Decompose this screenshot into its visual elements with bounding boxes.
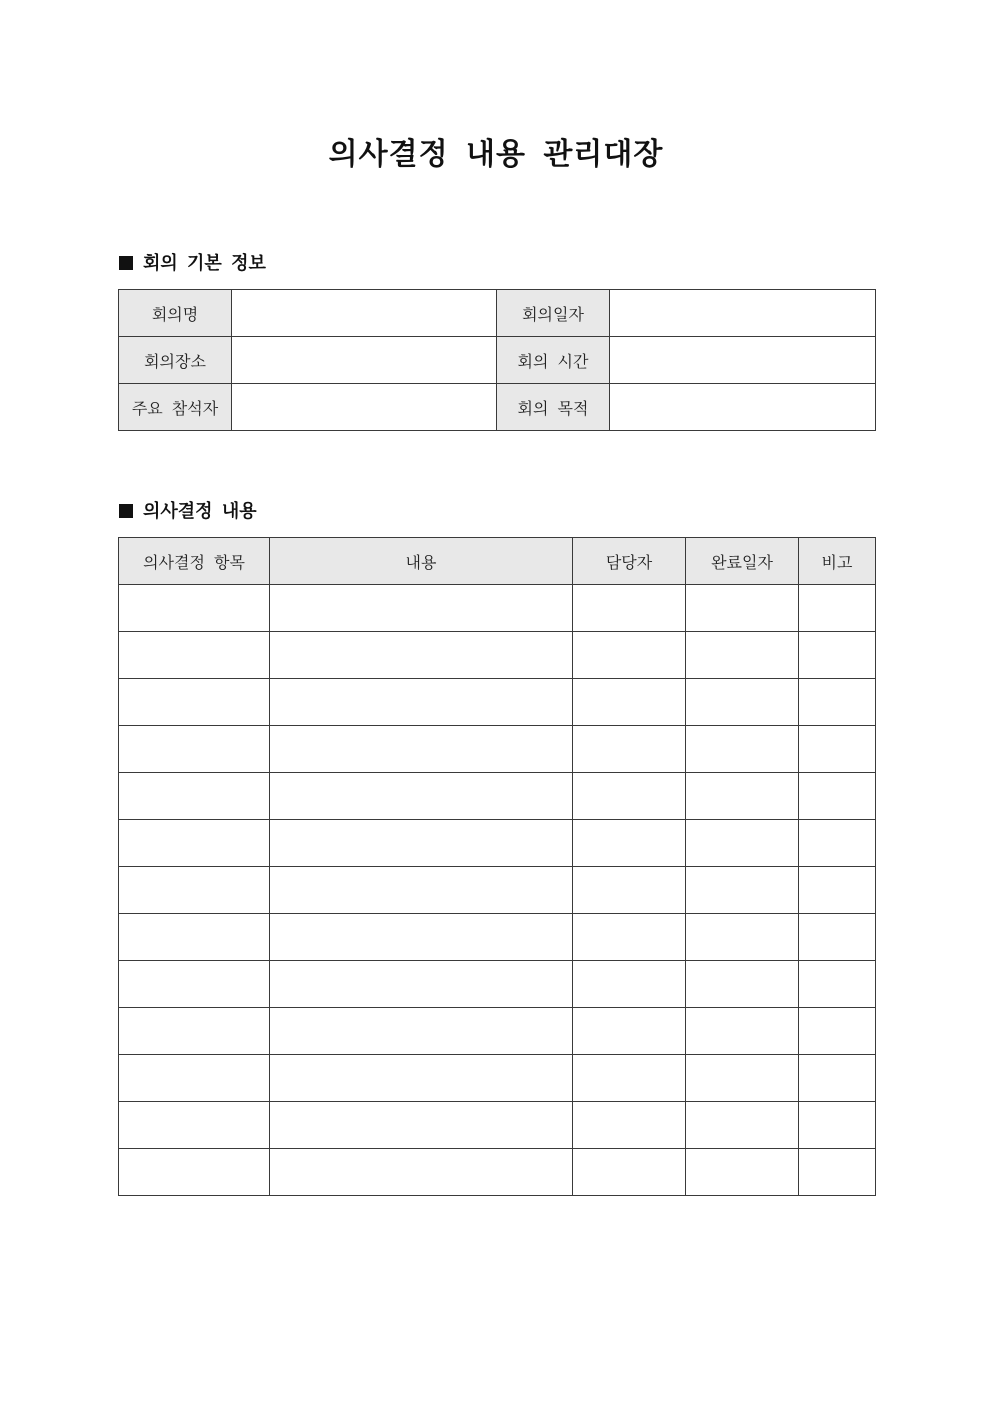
decision-item-cell[interactable] <box>119 632 270 679</box>
table-row <box>119 337 876 384</box>
remarks-cell[interactable] <box>799 820 876 867</box>
column-header-completion-date: 완료일자 <box>686 538 799 585</box>
content-cell[interactable] <box>270 585 573 632</box>
owner-cell[interactable] <box>573 914 686 961</box>
remarks-cell[interactable] <box>799 585 876 632</box>
remarks-cell[interactable] <box>799 679 876 726</box>
decision-content-heading-text: 의사결정 내용 <box>143 501 257 522</box>
meeting-info-heading-text: 회의 기본 정보 <box>143 253 266 274</box>
content-cell[interactable] <box>270 679 573 726</box>
completion-date-cell[interactable] <box>686 1008 799 1055</box>
table-row <box>119 679 876 726</box>
content-cell[interactable] <box>270 632 573 679</box>
remarks-cell[interactable] <box>799 914 876 961</box>
decision-item-cell[interactable] <box>119 1055 270 1102</box>
table-row <box>119 290 876 337</box>
table-row <box>119 1008 876 1055</box>
column-header-owner: 담당자 <box>573 538 686 585</box>
table-row <box>119 867 876 914</box>
remarks-cell[interactable] <box>799 961 876 1008</box>
owner-cell[interactable] <box>573 820 686 867</box>
meeting-date-label: 회의일자 <box>497 290 610 337</box>
remarks-cell[interactable] <box>799 632 876 679</box>
remarks-cell[interactable] <box>799 1149 876 1196</box>
meeting-place-label: 회의장소 <box>119 337 232 384</box>
remarks-cell[interactable] <box>799 773 876 820</box>
decision-item-cell[interactable] <box>119 914 270 961</box>
completion-date-cell[interactable] <box>686 585 799 632</box>
meeting-time-field[interactable] <box>610 337 876 384</box>
page-title: 의사결정 내용 관리대장 <box>328 137 664 172</box>
owner-cell[interactable] <box>573 679 686 726</box>
table-row <box>119 726 876 773</box>
square-bullet-icon <box>119 504 133 518</box>
content-cell[interactable] <box>270 867 573 914</box>
owner-cell[interactable] <box>573 1102 686 1149</box>
meeting-place-field[interactable] <box>232 337 497 384</box>
content-cell[interactable] <box>270 773 573 820</box>
completion-date-cell[interactable] <box>686 632 799 679</box>
column-header-remarks: 비고 <box>799 538 876 585</box>
remarks-cell[interactable] <box>799 867 876 914</box>
completion-date-cell[interactable] <box>686 961 799 1008</box>
column-header-content: 내용 <box>270 538 573 585</box>
column-header-decision-item: 의사결정 항목 <box>119 538 270 585</box>
meeting-name-field[interactable] <box>232 290 497 337</box>
completion-date-cell[interactable] <box>686 1149 799 1196</box>
content-cell[interactable] <box>270 1055 573 1102</box>
completion-date-cell[interactable] <box>686 679 799 726</box>
decision-item-cell[interactable] <box>119 961 270 1008</box>
owner-cell[interactable] <box>573 1149 686 1196</box>
table-row <box>119 820 876 867</box>
decision-item-cell[interactable] <box>119 1102 270 1149</box>
content-cell[interactable] <box>270 1102 573 1149</box>
meeting-info-heading <box>119 252 266 276</box>
decision-item-cell[interactable] <box>119 585 270 632</box>
content-cell[interactable] <box>270 961 573 1008</box>
owner-cell[interactable] <box>573 773 686 820</box>
content-cell[interactable] <box>270 1149 573 1196</box>
decision-table-body <box>119 585 876 1196</box>
table-row <box>119 384 876 431</box>
table-row <box>119 961 876 1008</box>
decision-content-heading <box>119 500 257 524</box>
completion-date-cell[interactable] <box>686 1055 799 1102</box>
decision-item-cell[interactable] <box>119 1008 270 1055</box>
table-row <box>119 1149 876 1196</box>
completion-date-cell[interactable] <box>686 726 799 773</box>
remarks-cell[interactable] <box>799 1008 876 1055</box>
meeting-date-field[interactable] <box>610 290 876 337</box>
decision-item-cell[interactable] <box>119 726 270 773</box>
completion-date-cell[interactable] <box>686 867 799 914</box>
table-row <box>119 1055 876 1102</box>
meeting-purpose-label: 회의 목적 <box>497 384 610 431</box>
decision-item-cell[interactable] <box>119 867 270 914</box>
remarks-cell[interactable] <box>799 1055 876 1102</box>
completion-date-cell[interactable] <box>686 820 799 867</box>
completion-date-cell[interactable] <box>686 914 799 961</box>
owner-cell[interactable] <box>573 726 686 773</box>
attendees-field[interactable] <box>232 384 497 431</box>
owner-cell[interactable] <box>573 1055 686 1102</box>
remarks-cell[interactable] <box>799 726 876 773</box>
owner-cell[interactable] <box>573 961 686 1008</box>
content-cell[interactable] <box>270 1008 573 1055</box>
remarks-cell[interactable] <box>799 1102 876 1149</box>
table-header-row <box>119 538 876 585</box>
owner-cell[interactable] <box>573 632 686 679</box>
content-cell[interactable] <box>270 820 573 867</box>
meeting-time-label: 회의 시간 <box>497 337 610 384</box>
content-cell[interactable] <box>270 726 573 773</box>
table-row <box>119 773 876 820</box>
table-row <box>119 914 876 961</box>
meeting-info-table <box>118 289 876 431</box>
decision-table <box>118 537 876 1196</box>
decision-item-cell[interactable] <box>119 773 270 820</box>
completion-date-cell[interactable] <box>686 1102 799 1149</box>
owner-cell[interactable] <box>573 867 686 914</box>
decision-item-cell[interactable] <box>119 820 270 867</box>
decision-item-cell[interactable] <box>119 679 270 726</box>
square-bullet-icon <box>119 256 133 270</box>
decision-item-cell[interactable] <box>119 1149 270 1196</box>
meeting-purpose-field[interactable] <box>610 384 876 431</box>
attendees-label: 주요 참석자 <box>119 384 232 431</box>
content-cell[interactable] <box>270 914 573 961</box>
table-row <box>119 585 876 632</box>
table-row <box>119 632 876 679</box>
meeting-name-label: 회의명 <box>119 290 232 337</box>
table-row <box>119 1102 876 1149</box>
owner-cell[interactable] <box>573 585 686 632</box>
completion-date-cell[interactable] <box>686 773 799 820</box>
owner-cell[interactable] <box>573 1008 686 1055</box>
